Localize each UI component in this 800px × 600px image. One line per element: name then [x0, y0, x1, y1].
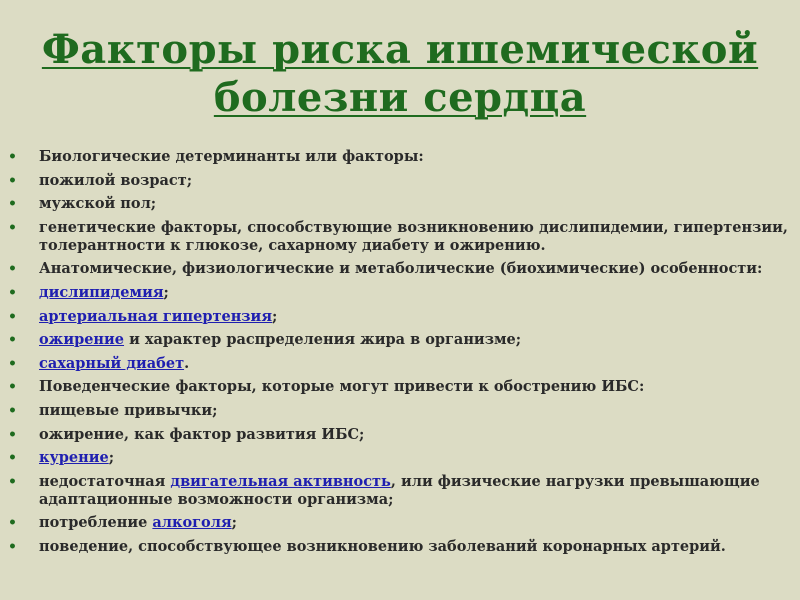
item-text: Анатомические, физиологические и метаболические (биохимические) особенности: [39, 260, 763, 278]
bullet-icon: • [8, 402, 17, 419]
bullet-icon: • [8, 172, 17, 189]
list-item [0, 284, 800, 302]
item-link[interactable]: курение [39, 449, 109, 467]
bullet-icon: • [8, 261, 17, 278]
item-link[interactable]: двигательная активность [170, 472, 391, 490]
item-text-suffix: . [184, 354, 190, 372]
bullet-icon: • [8, 355, 17, 372]
item-link[interactable]: ожирение [39, 331, 125, 349]
item-text: ожирение, как фактор развития ИБС; [39, 425, 365, 443]
list-item [0, 331, 800, 349]
item-text: генетические факторы, способствующие возникновению дислипидемии, гипертензии, толерантности к глюкозе, сахарному диабету и ожирению. [39, 218, 788, 254]
list-item [0, 378, 800, 396]
list-item [0, 449, 800, 467]
item-text: пожилой возраст; [39, 171, 193, 189]
bullet-icon: • [8, 538, 17, 555]
item-link[interactable]: дислипидемия [39, 283, 164, 301]
list-item [0, 473, 800, 509]
bullet-icon: • [8, 149, 17, 165]
item-text-suffix: и характер распределения жира в организме; [124, 331, 522, 349]
item-text: поведение, способствующее возникновению заболеваний коронарных артерий. [39, 537, 726, 555]
title-line-2: болезни сердца [213, 74, 587, 121]
bullet-icon: • [8, 450, 17, 467]
list-item [0, 402, 800, 420]
bullet-icon: • [8, 219, 17, 236]
item-link[interactable]: артериальная гипертензия [39, 307, 273, 325]
list-item [0, 172, 800, 190]
bullet-icon: • [8, 379, 17, 396]
item-text-suffix: ; [163, 283, 169, 301]
item-text: недостаточная [39, 472, 171, 490]
item-text: пищевые привычки; [39, 401, 218, 419]
item-text: мужской пол; [39, 195, 157, 213]
item-text: потребление [39, 514, 153, 532]
bullet-icon: • [8, 473, 17, 490]
risk-factor-list [0, 148, 800, 562]
item-text: Биологические детерминанты или факторы: [39, 148, 424, 165]
bullet-icon: • [8, 196, 17, 213]
list-item [0, 148, 800, 166]
list-item [0, 219, 800, 255]
list-item [0, 426, 800, 444]
list-item [0, 195, 800, 213]
item-link[interactable]: алкоголя [152, 514, 232, 532]
item-text-suffix: , или физические нагрузки превышающие адаптационные возможности организма; [39, 472, 760, 508]
list-item [0, 260, 800, 278]
bullet-icon: • [8, 332, 17, 349]
list-item [0, 538, 800, 556]
bullet-icon: • [8, 426, 17, 443]
bullet-icon: • [8, 515, 17, 532]
bullet-icon: • [8, 284, 17, 301]
list-item [0, 355, 800, 373]
list-item [0, 308, 800, 326]
bullet-icon: • [8, 308, 17, 325]
slide-title [0, 26, 800, 122]
item-text-suffix: ; [108, 449, 115, 467]
list-item [0, 514, 800, 532]
item-text-suffix: ; [231, 514, 238, 532]
title-line-1: Факторы риска ишемической [41, 26, 759, 73]
item-link[interactable]: сахарный диабет [39, 354, 185, 372]
item-text-suffix: ; [272, 307, 278, 325]
item-text: Поведенческие факторы, которые могут привести к обострению ИБС: [39, 378, 645, 396]
